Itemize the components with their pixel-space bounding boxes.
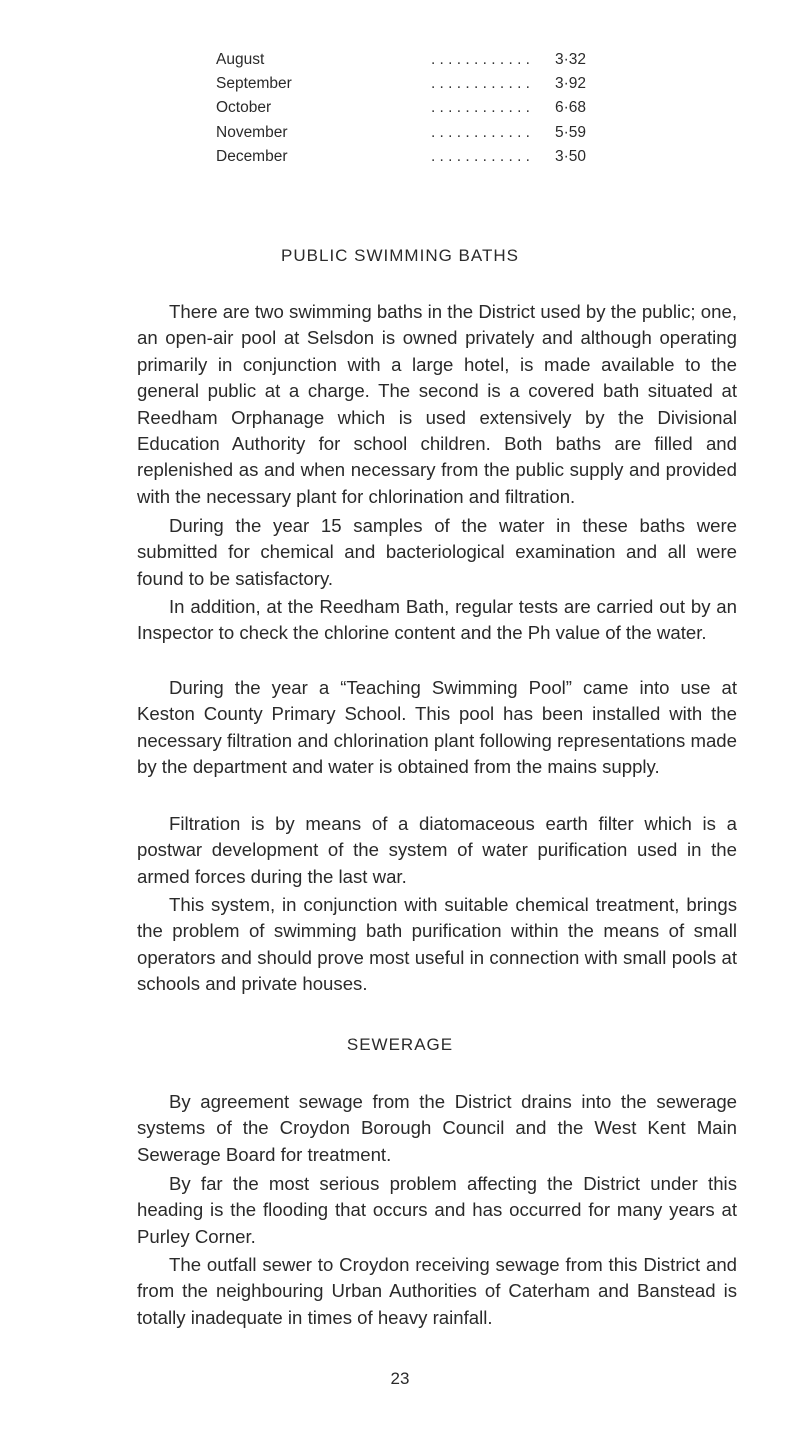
leader-dots: . . . . . . . . . . . .: [430, 123, 530, 141]
monthly-figures-table: [216, 48, 586, 169]
month-value: 3·32: [554, 51, 586, 68]
month-label: November: [216, 121, 292, 145]
table-row: [216, 72, 586, 96]
month-value: 5·59: [554, 123, 586, 141]
leader-dots: . . . . . . . . . . . .: [430, 51, 530, 68]
month-label: September: [216, 72, 296, 96]
leader-dots: . . . . . . . . . . . .: [430, 75, 530, 93]
paragraph: By far the most serious problem affecting the District under this heading is the flooding that occurs and has occurred for many years at Purley Corner.: [137, 1173, 737, 1247]
paragraph: The outfall sewer to Croydon receiving sewage from this District and from the neighbouring Urban Authorities of Caterham and Banstead is totally inadequate in times of heavy rainfall.: [137, 1254, 737, 1328]
paragraph: Filtration is by means of a diatomaceous earth filter which is a postwar development of the system of water purification used in the armed forces during the last war.: [137, 813, 737, 887]
month-label: August: [216, 48, 268, 72]
paragraph: In addition, at the Reedham Bath, regular tests are carried out by an Inspector to check the chlorine content and the Ph value of the water.: [137, 596, 737, 644]
table-row: [216, 48, 586, 72]
table-row: [216, 145, 586, 169]
section-heading-sewerage: SEWERAGE: [346, 1035, 454, 1054]
paragraph: This system, in conjunction with suitable chemical treatment, brings the problem of swimming bath purification within the means of small operators and should prove most useful in connection with small pools at schools and private houses.: [137, 894, 737, 995]
section-heading-swimming: PUBLIC SWIMMING BATHS: [281, 246, 519, 265]
month-value: 6·68: [554, 99, 586, 117]
paragraph: By agreement sewage from the District drains into the sewerage systems of the Croydon Borough Council and the West Kent Main Sewerage Board for treatment.: [137, 1091, 737, 1165]
month-label: December: [216, 145, 292, 169]
month-label: October: [216, 96, 275, 120]
month-value: 3·50: [554, 147, 586, 165]
table-row: [216, 121, 586, 145]
leader-dots: . . . . . . . . . . . .: [430, 99, 530, 117]
paragraph: During the year 15 samples of the water in these baths were submitted for chemical and bacteriological examination and all were found to be satisfactory.: [137, 515, 737, 589]
leader-dots: . . . . . . . . . . . .: [430, 147, 530, 165]
month-value: 3·92: [554, 75, 586, 93]
paragraph: During the year a “Teaching Swimming Pool” came into use at Keston County Primary School. This pool has been installed with the necessary filtration and chlorination plant following representations made by the department and water is obtained from the mains supply.: [137, 677, 737, 778]
table-row: [216, 96, 586, 120]
paragraph: There are two swimming baths in the District used by the public; one, an open-air pool at Selsdon is owned privately and although operating primarily in conjunction with a large hotel, is made available to the general public at a charge. The second is a covered bath situated at Reedham Orphanage which is used extensively by the Divisional Education Authority for school children. Both baths are filled and replenished as and when necessary from the public supply and provided with the necessary plant for chlorination and filtration.: [137, 301, 737, 507]
page-number: 23: [390, 1369, 410, 1388]
